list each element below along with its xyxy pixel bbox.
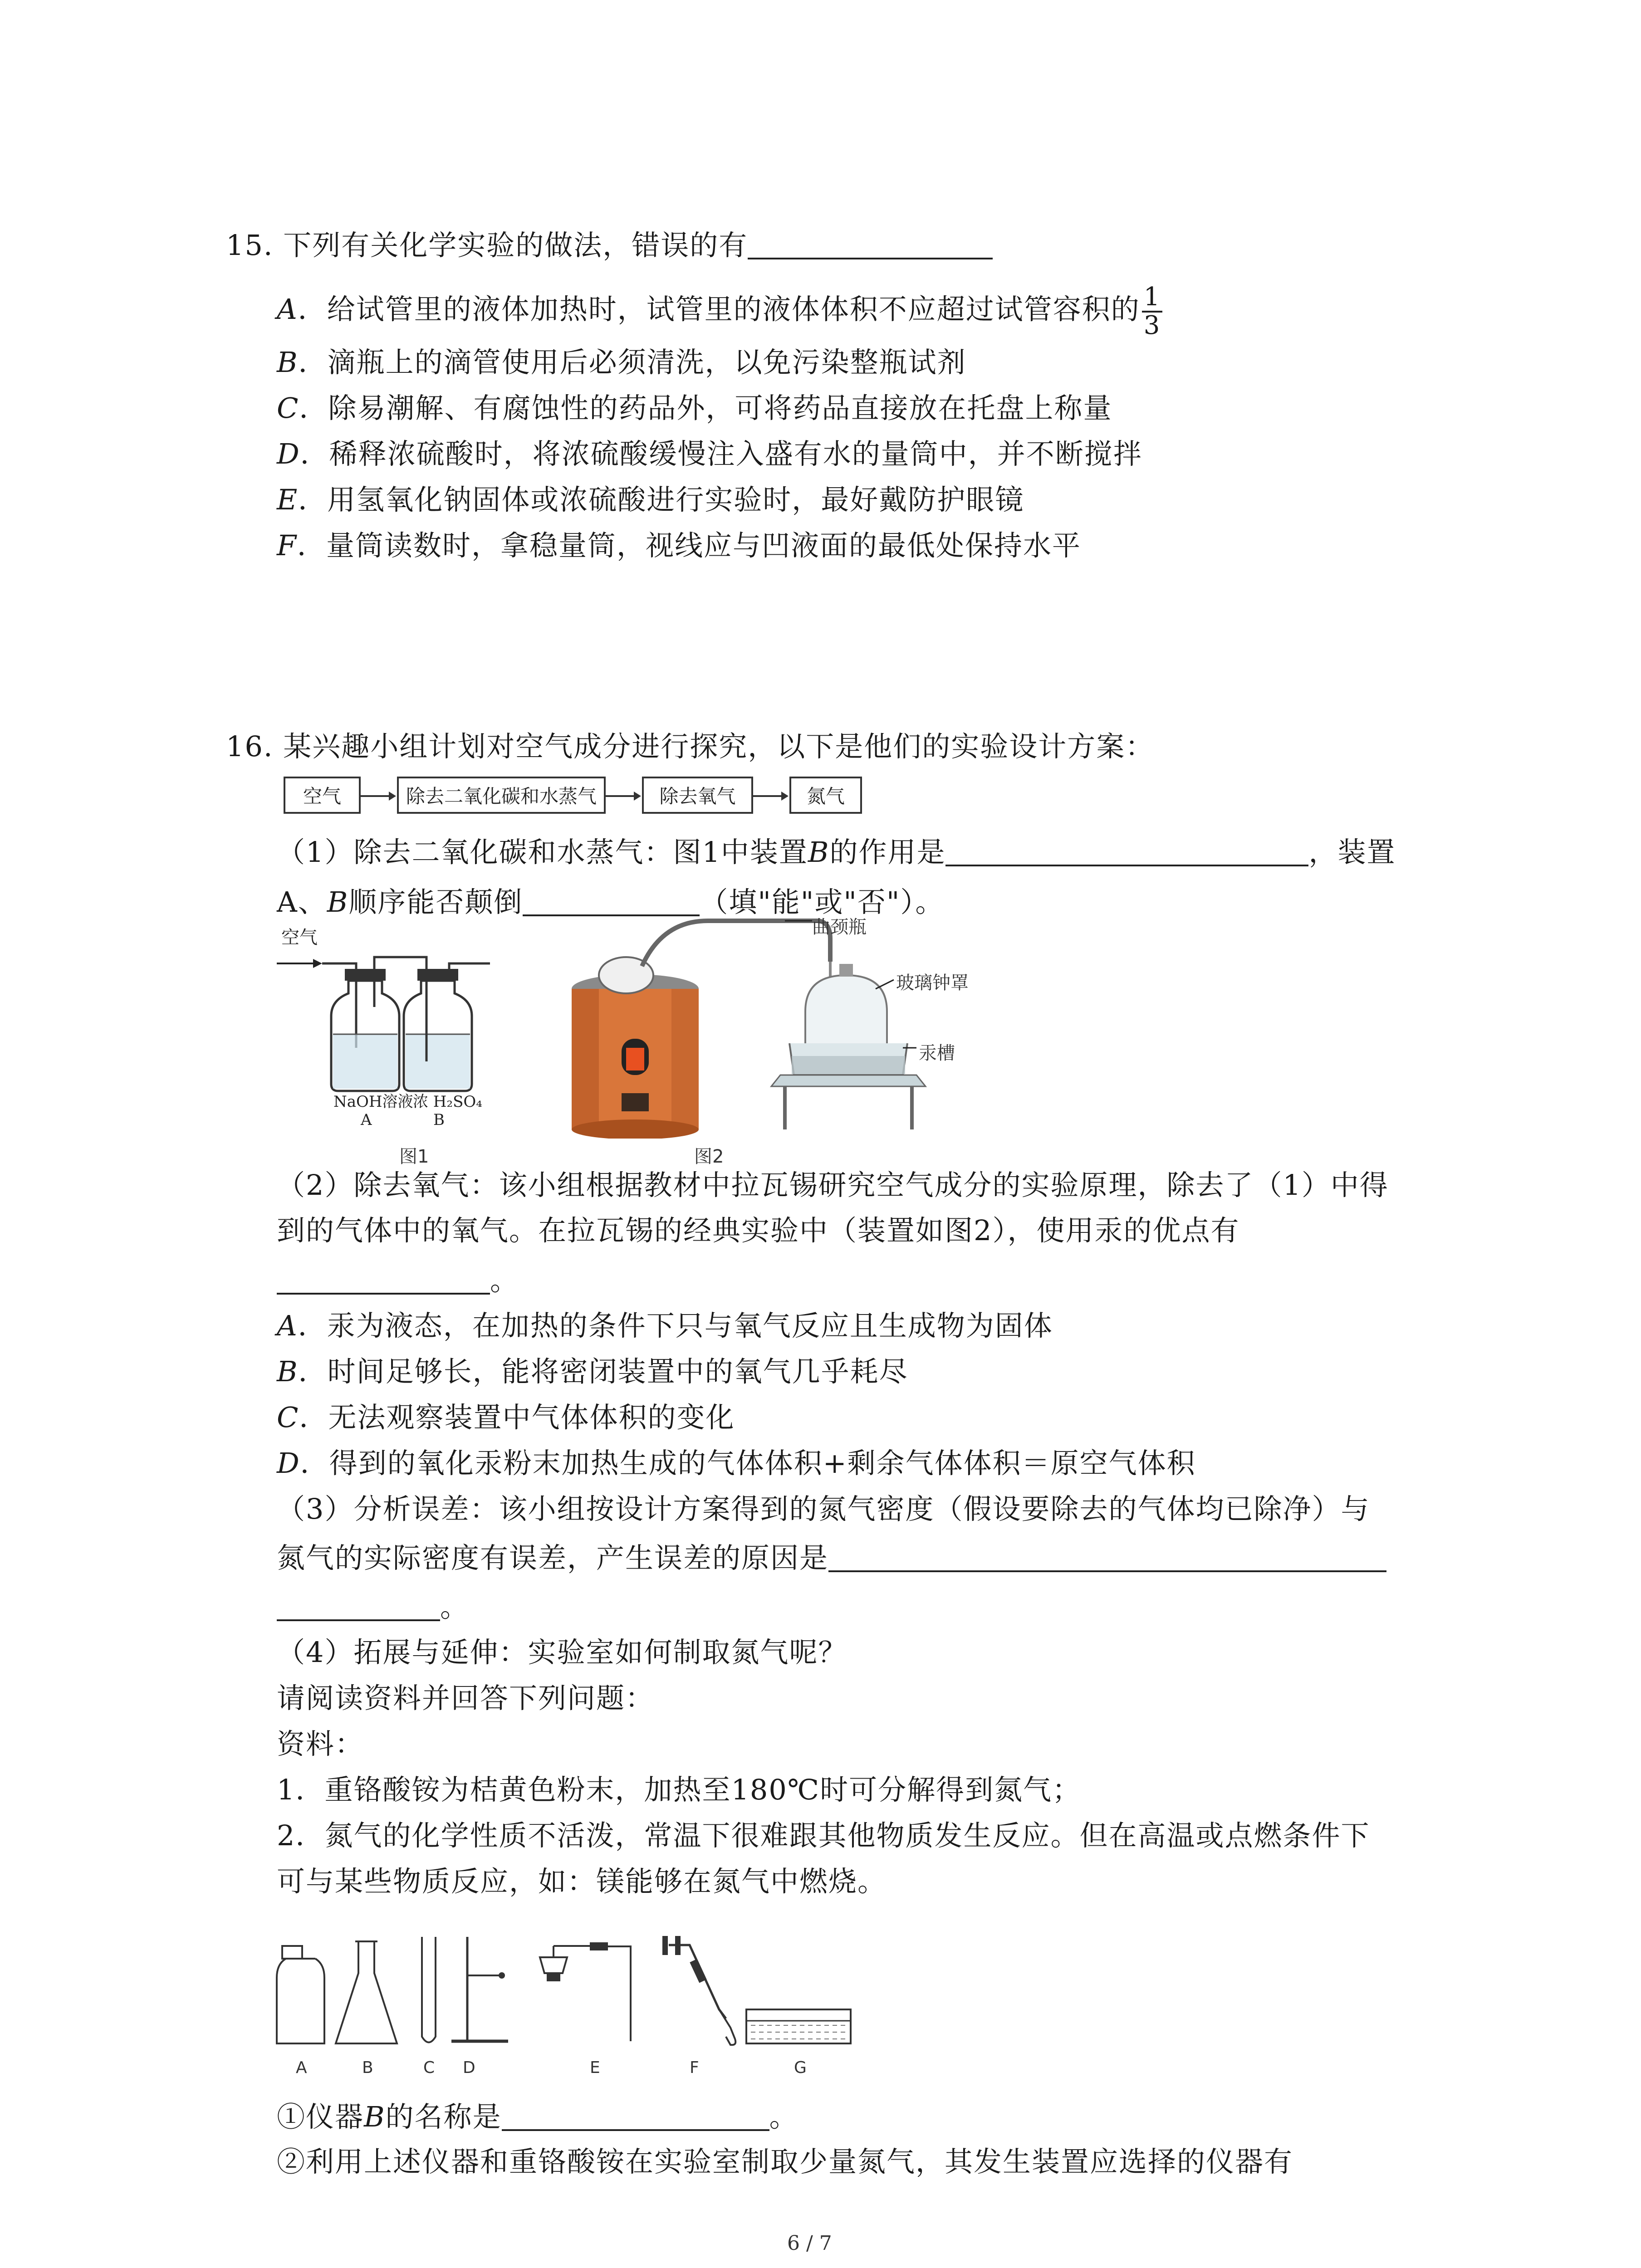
apparatus-d-iron-stand — [451, 1937, 508, 2041]
q16-part2-line1: （2）除去氧气：该小组根据教材中拉瓦锡研究空气成分的实验原理，除去了（1）中得 — [277, 1168, 1389, 1202]
fig1-a-reagent: NaOH溶液 — [333, 1093, 413, 1111]
q16-part4-line5: 2．氮气的化学性质不活泼，常温下很难跟其他物质发生反应。但在高温或点燃条件下 — [277, 1819, 1370, 1852]
q16-part3-line2: 氮气的实际密度有误差，产生误差的原因是 — [277, 1543, 1386, 1572]
q16-subq1-blank[interactable] — [502, 2102, 769, 2131]
apparatus-label-g: G — [794, 2058, 807, 2077]
q15-stem: 15. 下列有关化学实验的做法，错误的有 — [226, 230, 993, 259]
fig2-mercury-trough — [789, 1043, 907, 1075]
q15-option-c: C．除易潮解、有腐蚀性的药品外，可将药品直接放在托盘上称量 — [277, 391, 1112, 425]
apparatus-b-conical-flask — [336, 1941, 397, 2043]
flow-arrow-1 — [361, 787, 397, 805]
apparatus-e-tube-stopper — [540, 1942, 631, 2041]
fig1-label-a: A — [361, 1111, 372, 1125]
q16-part2-option-d: D．得到的氧化汞粉末加热生成的气体体积+剩余气体体积＝原空气体积 — [277, 1447, 1196, 1480]
q15-option-a: A．给试管里的液体加热时，试管里的液体体积不应超过试管容积的 $\frac{1}{3}$ — [277, 284, 1162, 339]
apparatus-label-e: E — [590, 2058, 600, 2077]
q16-part2-line3: 。 — [277, 1266, 519, 1295]
q16-part3-line1: （3）分析误差：该小组按设计方案得到的氮气密度（假设要除去的气体均已除净）与 — [277, 1492, 1370, 1525]
flow-box-remove-o2: 除去氧气 — [642, 777, 753, 814]
q16-part2-line2: 到的气体中的氧气。在拉瓦锡的经典实验中（装置如图2），使用汞的优点有 — [277, 1214, 1240, 1247]
q15-option-f: F．量筒读数时，拿稳量筒，视线应与凹液面的最低处保持水平 — [277, 529, 1082, 562]
q16-part4-line4: 1．重铬酸铵为桔黄色粉末，加热至180℃时可分解得到氮气； — [277, 1773, 1082, 1806]
apparatus-label-a: A — [296, 2058, 307, 2077]
fraction-one-third: $\frac{1}{3}$ — [1142, 284, 1163, 339]
q16-part2-option-b: B．时间足够长，能将密闭装置中的氧气几乎耗尽 — [277, 1355, 908, 1388]
q16-part4-line6: 可与某些物质反应，如：镁能够在氮气中燃烧。 — [277, 1865, 887, 1898]
flow-arrow-2 — [606, 787, 642, 805]
q15-option-b: B．滴瓶上的滴管使用后必须清洗，以免污染整瓶试剂 — [277, 346, 966, 379]
flow-arrow-3 — [753, 787, 789, 805]
q16-part1-blank-1[interactable] — [945, 837, 1308, 866]
q16-subq2: ②利用上述仪器和重铬酸铵在实验室制取少量氮气，其发生装置应选择的仪器有 — [277, 2145, 1293, 2178]
figure-1-wash-bottles — [277, 925, 531, 1125]
fig2-bell-jar-label: 玻璃钟罩 — [896, 973, 969, 993]
fig2-bell-jar — [805, 964, 887, 1057]
flow-box-air: 空气 — [284, 777, 361, 814]
q16-part1-line2: A、B顺序能否颠倒 （填"能"或"否"）。 — [277, 885, 945, 919]
q16-stem: 16. 某兴趣小组计划对空气成分进行探究，以下是他们的实验设计方案： — [226, 730, 1155, 763]
apparatus-c-test-tube — [422, 1937, 436, 2043]
apparatus-label-c: C — [423, 2058, 435, 2077]
apparatus-a-gas-jar — [277, 1946, 324, 2043]
q16-part2-blank[interactable] — [277, 1266, 490, 1295]
fig2-trough-label: 汞槽 — [919, 1043, 955, 1064]
q16-part4-line1: （4）拓展与延伸：实验室如何制取氮气呢？ — [277, 1636, 847, 1669]
figure-apparatus-row — [272, 1932, 916, 2082]
q15-option-d: D．稀释浓硫酸时，将浓硫酸缓慢注入盛有水的量筒中，并不断搅拌 — [277, 437, 1142, 470]
fig2-retort-label: 曲颈瓶 — [812, 917, 867, 938]
apparatus-label-b: B — [362, 2058, 373, 2077]
fig1-bottle-a — [331, 963, 399, 1091]
q16-part1-line1: （1）除去二氧化碳和水蒸气：图1中装置B的作用是 ，装置 — [277, 836, 1396, 869]
fig1-b-reagent: 浓 H₂SO₄ — [413, 1093, 482, 1111]
fig2-stand — [771, 1075, 926, 1129]
q15-answer-blank[interactable] — [748, 230, 993, 259]
apparatus-label-d: D — [463, 2058, 475, 2077]
fig1-label-b: B — [433, 1111, 445, 1125]
q16-part2-option-a: A．汞为液态，在加热的条件下只与氧气反应且生成物为固体 — [277, 1309, 1053, 1342]
flow-box-remove-co2-h2o: 除去二氧化碳和水蒸气 — [397, 777, 606, 814]
fig2-caption: 图2 — [694, 1146, 724, 1167]
q16-part3-line3: 。 — [277, 1592, 469, 1621]
figure-2-lavoisier-apparatus — [558, 912, 948, 1139]
page-number: 6 / 7 — [787, 2232, 832, 2255]
q16-part3-blank-2[interactable] — [277, 1592, 440, 1621]
apparatus-label-f: F — [690, 2058, 699, 2077]
fig1-bottle-b — [404, 963, 490, 1091]
fig1-air-label: 空气 — [281, 927, 318, 948]
q16-subq1: ①仪器B的名称是 。 — [277, 2100, 798, 2133]
q16-part2-option-c: C．无法观察装置中气体体积的变化 — [277, 1401, 735, 1434]
q16-part3-blank-1[interactable] — [828, 1543, 1386, 1572]
fig2-furnace — [572, 974, 699, 1139]
flow-box-nitrogen: 氮气 — [789, 777, 862, 814]
q16-part4-line3: 资料： — [277, 1727, 364, 1760]
apparatus-f-delivery-tube — [662, 1936, 735, 2045]
apparatus-g-water-trough — [746, 2009, 851, 2043]
fig1-caption: 图1 — [399, 1146, 429, 1167]
q16-part4-line2: 请阅读资料并回答下列问题： — [277, 1681, 655, 1715]
q15-option-e: E．用氢氧化钠固体或浓硫酸进行实验时，最好戴防护眼镜 — [277, 483, 1024, 516]
